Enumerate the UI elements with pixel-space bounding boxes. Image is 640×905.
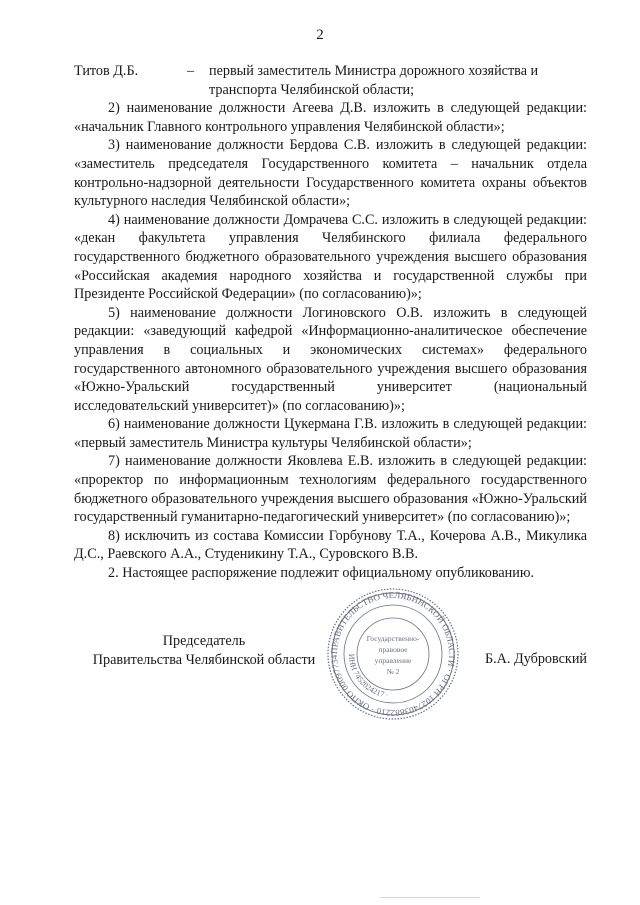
signatory-title — [74, 632, 334, 669]
entry-name: Титов Д.Б. — [74, 63, 139, 79]
seal-center-line: № 2 — [386, 667, 400, 676]
footer-divider — [380, 897, 480, 898]
entry-dash: – — [187, 63, 195, 79]
seal-inner-text: ИНН 7452024217 · — [346, 653, 390, 700]
first-entry — [74, 62, 587, 99]
entry-text-line: первый заместитель Министра дорожного хозяйства и — [209, 63, 539, 79]
page-number: 2 — [316, 27, 324, 43]
paragraph-item-6: 6) наименование должности Цукермана Г.В. изложить в следующей редакции: «первый заместитель Министра культуры Челябинской области»; — [74, 416, 587, 451]
paragraph-publication: 2. Настоящее распоряжение подлежит официальному опубликованию. — [108, 565, 535, 582]
entry-text-line: транспорта Челябинской области; — [209, 81, 415, 98]
entry-text — [209, 62, 587, 99]
paragraph-item-8: 8) исключить из состава Комиссии Горбунову Т.А., Кочерова А.В., Микулика Д.С., Раевского А.А., Студеникину Т.А., Суровского В.В. — [74, 527, 587, 563]
paragraph-item-4: 4) наименование должности Домрачева С.С. изложить в следующей редакции: «декан факультета управления Челябинского филиала федерального государственного бюджетного образовательного учреждения высшего образования «Российская академия народного хозяйства и государственной службы при Президенте Российской Федерации» (по согласованию)»; — [74, 211, 587, 303]
signatory-title-line: Председатель — [162, 633, 246, 649]
seal-outer-text: ПРАВИТЕЛЬСТВО ЧЕЛЯБИНСКОЙ ОБЛАСТИ · ОГРН 1027403882210 · ОКПО 00097734 — [328, 589, 458, 719]
paragraph-item-3: 3) наименование должности Бердова С.В. изложить в следующей редакции: «заместитель председателя Государственного комитета – начальник отдела контрольно-надзорной деятельности Государственного комитета охраны объектов культурного наследия Челябинской области»; — [74, 137, 587, 210]
seal-center-line: Государственно- — [366, 634, 420, 643]
signature-block — [74, 632, 587, 762]
paragraph-item-5: 5) наименование должности Логиновского О.В. изложить в следующей редакции: «заведующий кафедрой «Информационно-аналитическое обеспечение управления в социальных и экономических системах» федерального государственного автономного образовательного учреждения высшего образования «Южно-Уральский государственный университет (национальный исследовательский университет)» (по согласованию)»; — [74, 304, 587, 414]
signatory-title-line: Правительства Челябинской области — [92, 651, 316, 668]
seal-center-line: управление — [374, 656, 412, 665]
paragraph-item-2: 2) наименование должности Агеева Д.В. изложить в следующей редакции: «начальник Главного контрольного управления Челябинской области»; — [74, 100, 587, 135]
signatory-name: Б.А. Дубровский — [484, 651, 587, 667]
document-body — [74, 62, 587, 583]
paragraph-item-7: 7) наименование должности Яковлева Е.В. изложить в следующей редакции: «проректор по информационным технологиям федерального государственного бюджетного образовательного учреждения высшего образования «Южно-Уральский государственный гуманитарно-педагогический университет» (по согласованию)»; — [74, 453, 587, 526]
seal-center-line: правовое — [378, 645, 408, 654]
